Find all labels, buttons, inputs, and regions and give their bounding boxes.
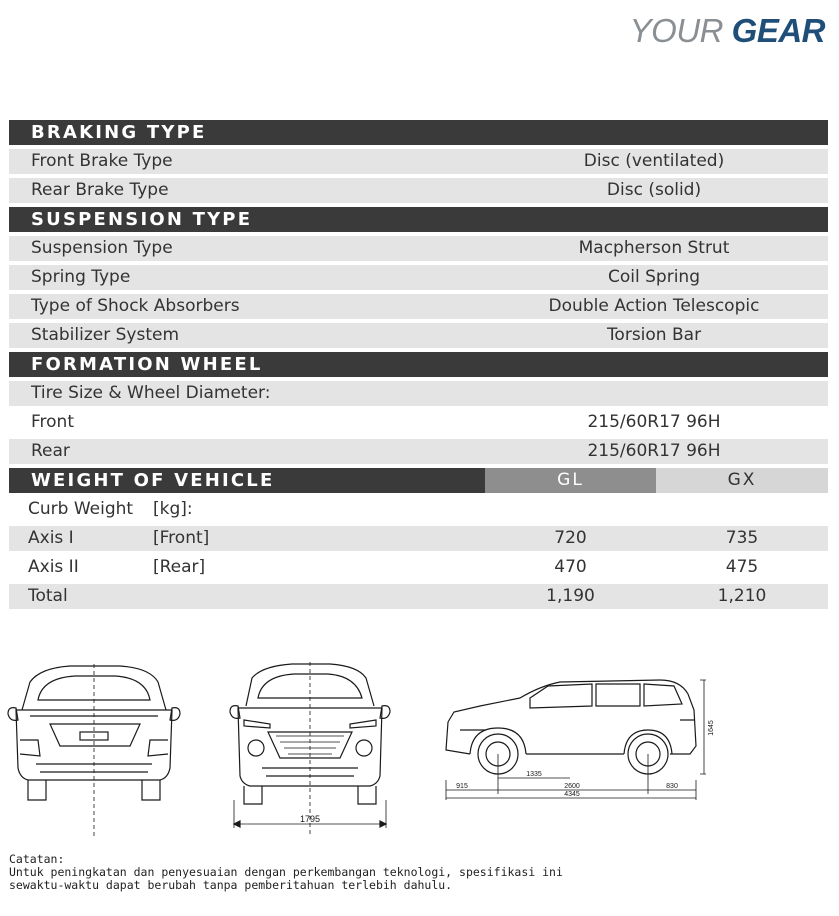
weight-gx-value: 735 (725, 528, 759, 548)
spec-value: Coil Spring (608, 267, 700, 287)
spec-value: 215/60R17 96H (587, 441, 721, 461)
spec-row (9, 265, 828, 290)
rear-view-drawing (8, 664, 180, 836)
weight-row (9, 584, 828, 609)
section-header-suspension: SUSPENSION TYPE (9, 207, 828, 232)
dimension-width: 1795 (299, 814, 321, 824)
weight-sublabel: [Front] (153, 528, 210, 548)
weight-label: Total (28, 586, 68, 606)
weight-gl-value: 720 (554, 528, 587, 548)
side-view-drawing (446, 680, 706, 800)
spec-row (9, 323, 828, 348)
footnote-heading: Catatan: (9, 852, 65, 866)
front-view-drawing (230, 662, 390, 836)
spec-value: 215/60R17 96H (587, 412, 721, 432)
weight-row (9, 497, 828, 522)
weight-row (9, 555, 828, 580)
spec-label: Spring Type (31, 267, 131, 287)
spec-label: Tire Size & Wheel Diameter: (31, 383, 271, 403)
spec-row (9, 439, 828, 464)
footnote-line: Untuk peningkatan dan penyesuaian dengan perkembangan teknologi, spesifikasi ini (9, 865, 563, 879)
dimension-wheelbase: 2600 (564, 783, 580, 790)
spec-label: Rear Brake Type (31, 180, 169, 200)
spec-label: Suspension Type (31, 238, 173, 258)
spec-row (9, 149, 828, 174)
weight-gl-value: 1,190 (546, 586, 595, 606)
spec-value: Torsion Bar (606, 325, 702, 345)
spec-value: Double Action Telescopic (548, 296, 760, 316)
weight-sublabel: [Rear] (153, 557, 206, 577)
spec-row (9, 294, 828, 319)
spec-value: Disc (solid) (606, 180, 702, 200)
spec-label: Type of Shock Absorbers (31, 296, 240, 316)
spec-row (9, 178, 828, 203)
spec-label: Stabilizer System (31, 325, 180, 345)
dimension-height: 1645 (708, 720, 715, 736)
column-header-gl: GL (485, 468, 656, 493)
spec-value: Macpherson Strut (578, 238, 730, 258)
brand-word-gear: GEAR (731, 12, 825, 49)
weight-label: Axis II (28, 557, 79, 577)
dimension-length: 4345 (564, 791, 580, 798)
spec-row (9, 410, 828, 435)
dimension-front-overhang: 915 (456, 783, 468, 790)
spec-row (9, 236, 828, 261)
spec-label: Rear (31, 441, 70, 461)
section-header-braking: BRAKING TYPE (9, 120, 828, 145)
brand-heading (630, 12, 825, 50)
weight-label: Curb Weight (28, 499, 134, 519)
dimension-tread: 1335 (526, 771, 542, 778)
spec-row (9, 381, 828, 406)
vehicle-dimension-drawings (0, 650, 839, 840)
section-header-weight (9, 468, 828, 493)
footnote-line: sewaktu-waktu dapat berubah tanpa pemberitahuan terlebih dahulu. (9, 878, 453, 892)
footnote (9, 853, 563, 892)
column-header-gx: GX (656, 468, 828, 493)
weight-title: WEIGHT OF VEHICLE (9, 468, 485, 493)
weight-gx-value: 475 (725, 557, 759, 577)
weight-sublabel: [kg]: (153, 499, 193, 519)
spec-value: Disc (ventilated) (583, 151, 725, 171)
spec-label: Front (31, 412, 74, 432)
section-header-wheel: FORMATION WHEEL (9, 352, 828, 377)
weight-row (9, 526, 828, 551)
dimension-rear-overhang: 830 (666, 783, 678, 790)
spec-label: Front Brake Type (31, 151, 173, 171)
weight-gl-value: 470 (554, 557, 587, 577)
weight-gx-value: 1,210 (717, 586, 767, 606)
brand-word-your: YOUR (629, 12, 723, 49)
weight-label: Axis I (28, 528, 74, 548)
spec-table (9, 120, 828, 613)
